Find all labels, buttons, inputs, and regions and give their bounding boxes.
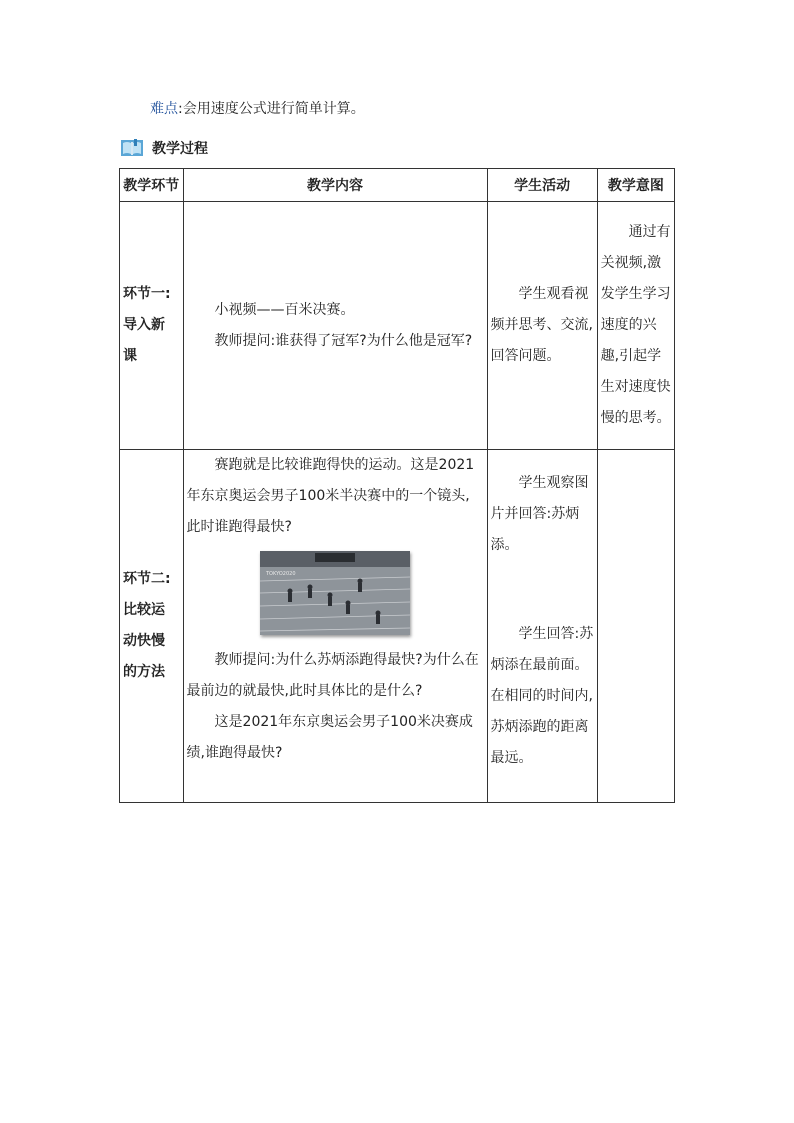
stage-cell: 环节一: 导入新 课 [120, 202, 184, 450]
table-header-row [120, 169, 675, 202]
difficulty-text: :会用速度公式进行简单计算。 [178, 101, 365, 117]
table-row [120, 202, 675, 450]
section-title: 教学过程 [152, 141, 208, 157]
table-row [120, 450, 675, 803]
race-photo [260, 551, 410, 635]
lesson-table [119, 168, 675, 803]
header-intent: 教学意图 [597, 169, 674, 202]
photo-caption: TOKYO2020 [266, 571, 296, 577]
stage-cell: 环节二: 比较运 动快慢 的方法 [120, 450, 184, 803]
section-heading [120, 136, 208, 160]
intent-cell: 通过有关视频,激发学生学习速度的兴趣,引起学生对速度快慢的思考。 [597, 202, 674, 450]
header-stage: 教学环节 [120, 169, 184, 202]
intent-cell [597, 450, 674, 803]
book-icon [120, 138, 144, 158]
content-cell: 赛跑就是比较谁跑得快的运动。这是2021年东京奥运会男子100米半决赛中的一个镜头,此时谁跑得最快? TOKYO2020 教师提问:为什么苏炳添跑得最快?为什么在最前边的就最快,此时具体比的是什么? 这是2021年东京奥运会男子100米决赛成绩,谁跑得最快? [183, 450, 487, 803]
difficulty-label: 难点 [150, 101, 178, 117]
activity-cell: 学生观察图片并回答:苏炳添。 学生回答:苏炳添在最前面。在相同的时间内,苏炳添跑的距离最远。 [487, 450, 597, 803]
activity-cell: 学生观看视频并思考、交流,回答问题。 [487, 202, 597, 450]
content-cell: 小视频——百米决赛。 教师提问:谁获得了冠军?为什么他是冠军? [183, 202, 487, 450]
difficulty-line [150, 99, 365, 119]
header-content: 教学内容 [183, 169, 487, 202]
header-activity: 学生活动 [487, 169, 597, 202]
